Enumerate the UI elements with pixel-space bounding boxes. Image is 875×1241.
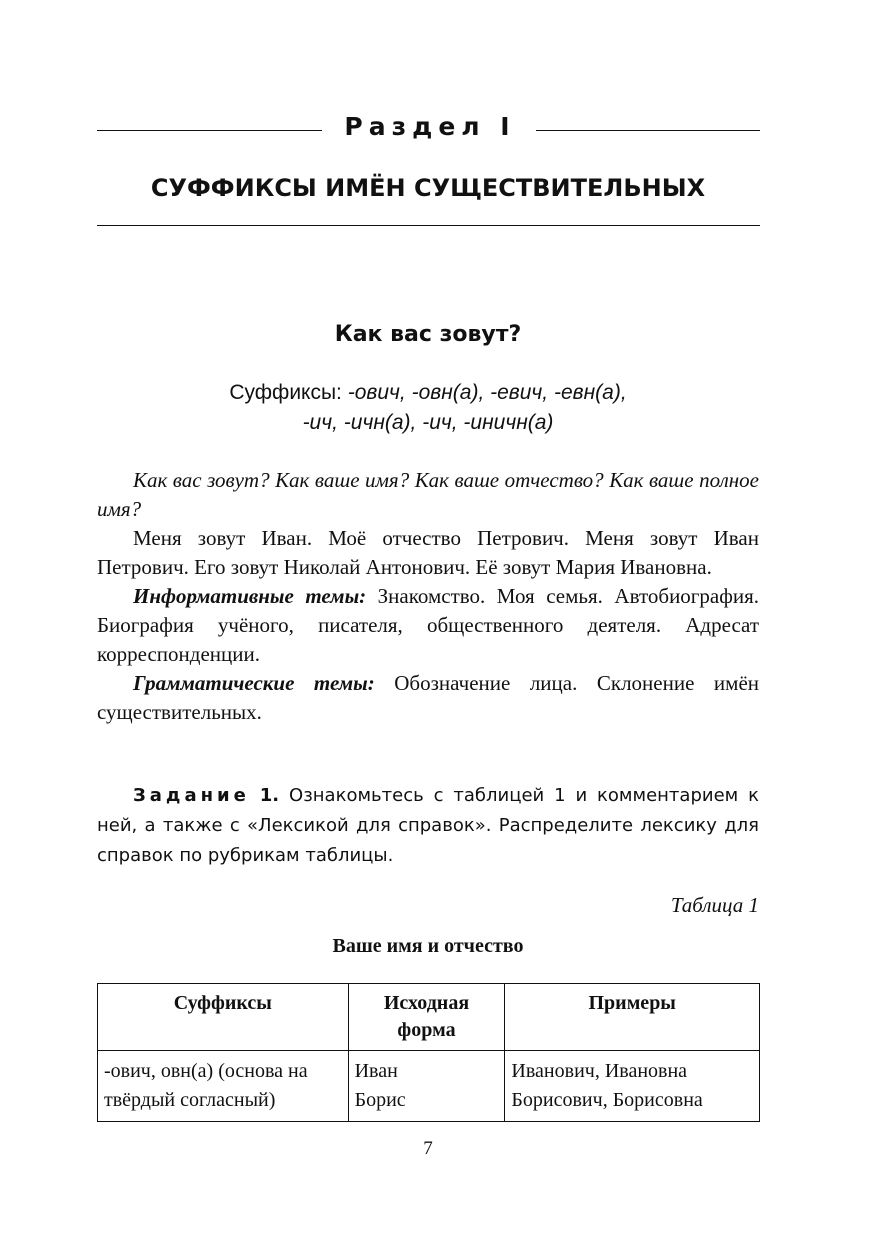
grammar-topics-label: Грамматические темы: [133, 671, 375, 695]
header-base-form: Исходная форма [348, 984, 505, 1051]
task-block [97, 781, 759, 871]
lesson-body [97, 466, 759, 727]
informative-topics-paragraph [97, 582, 759, 669]
grammar-topics-text: Обозначение лица. Склонение имён существительных. [97, 671, 760, 724]
suffix-prefix: Суффиксы: [229, 381, 348, 404]
task-number: 1. [259, 785, 280, 806]
cell-base-form [348, 1051, 505, 1122]
informative-topics-text: Знакомство. Моя семья. Автобиография. Биография учёного, писателя, общественного деятеля. Адресат корреспонденции. [97, 584, 759, 666]
grammar-topics-paragraph [97, 669, 759, 727]
table-caption: Таблица 1 [670, 893, 759, 917]
example-paragraph: Меня зовут Иван. Моё отчество Петрович. Меня зовут Иван Петрович. Его зовут Николай Антонович. Её зовут Мария Ивановна. [97, 526, 759, 579]
task-paragraph [97, 781, 759, 871]
section-rule-right [536, 130, 760, 131]
informative-topics-label: Информативные темы: [133, 584, 367, 608]
task-text: Ознакомьтесь с таблицей 1 и комментарием к ней, а также с «Лексикой для справок». Распределите лексику для справок по рубрикам таблицы. [97, 785, 759, 866]
table-title: Ваше имя и отчество [332, 935, 524, 957]
suffix-list-1: -ович, -овн(а), -евич, -евн(а), [347, 381, 627, 404]
section-label: Раздел I [344, 112, 516, 141]
section-title: СУФФИКСЫ ИМЁН СУЩЕСТВИТЕЛЬНЫХ [150, 174, 706, 202]
task-label: Задание [133, 785, 250, 806]
example-1: Иванович, Ивановна [511, 1060, 688, 1082]
base-form-1: Иван [354, 1060, 398, 1082]
cell-suffix: -ович, овн(а) (основа на твёрдый согласный) [98, 1051, 349, 1122]
title-underline [97, 225, 760, 226]
table-header-row [98, 984, 760, 1051]
suffix-line-1 [97, 381, 759, 405]
lesson-title: Как вас зовут? [334, 322, 522, 347]
header-examples: Примеры [505, 984, 760, 1051]
suffix-list-2: -ич, -ичн(а), -ич, -иничн(а) [302, 411, 554, 434]
names-table [97, 983, 760, 1122]
header-suffixes: Суффиксы [98, 984, 349, 1051]
section-rule-left [97, 130, 322, 131]
base-form-2: Борис [354, 1089, 406, 1111]
table-row [98, 1051, 760, 1122]
page-number: 7 [423, 1138, 433, 1159]
example-2: Борисович, Борисовна [511, 1089, 703, 1111]
questions-paragraph: Как вас зовут? Как ваше имя? Как ваше отчество? Как ваше полное имя? [97, 468, 759, 521]
suffix-line-2 [97, 411, 759, 435]
cell-examples [505, 1051, 760, 1122]
